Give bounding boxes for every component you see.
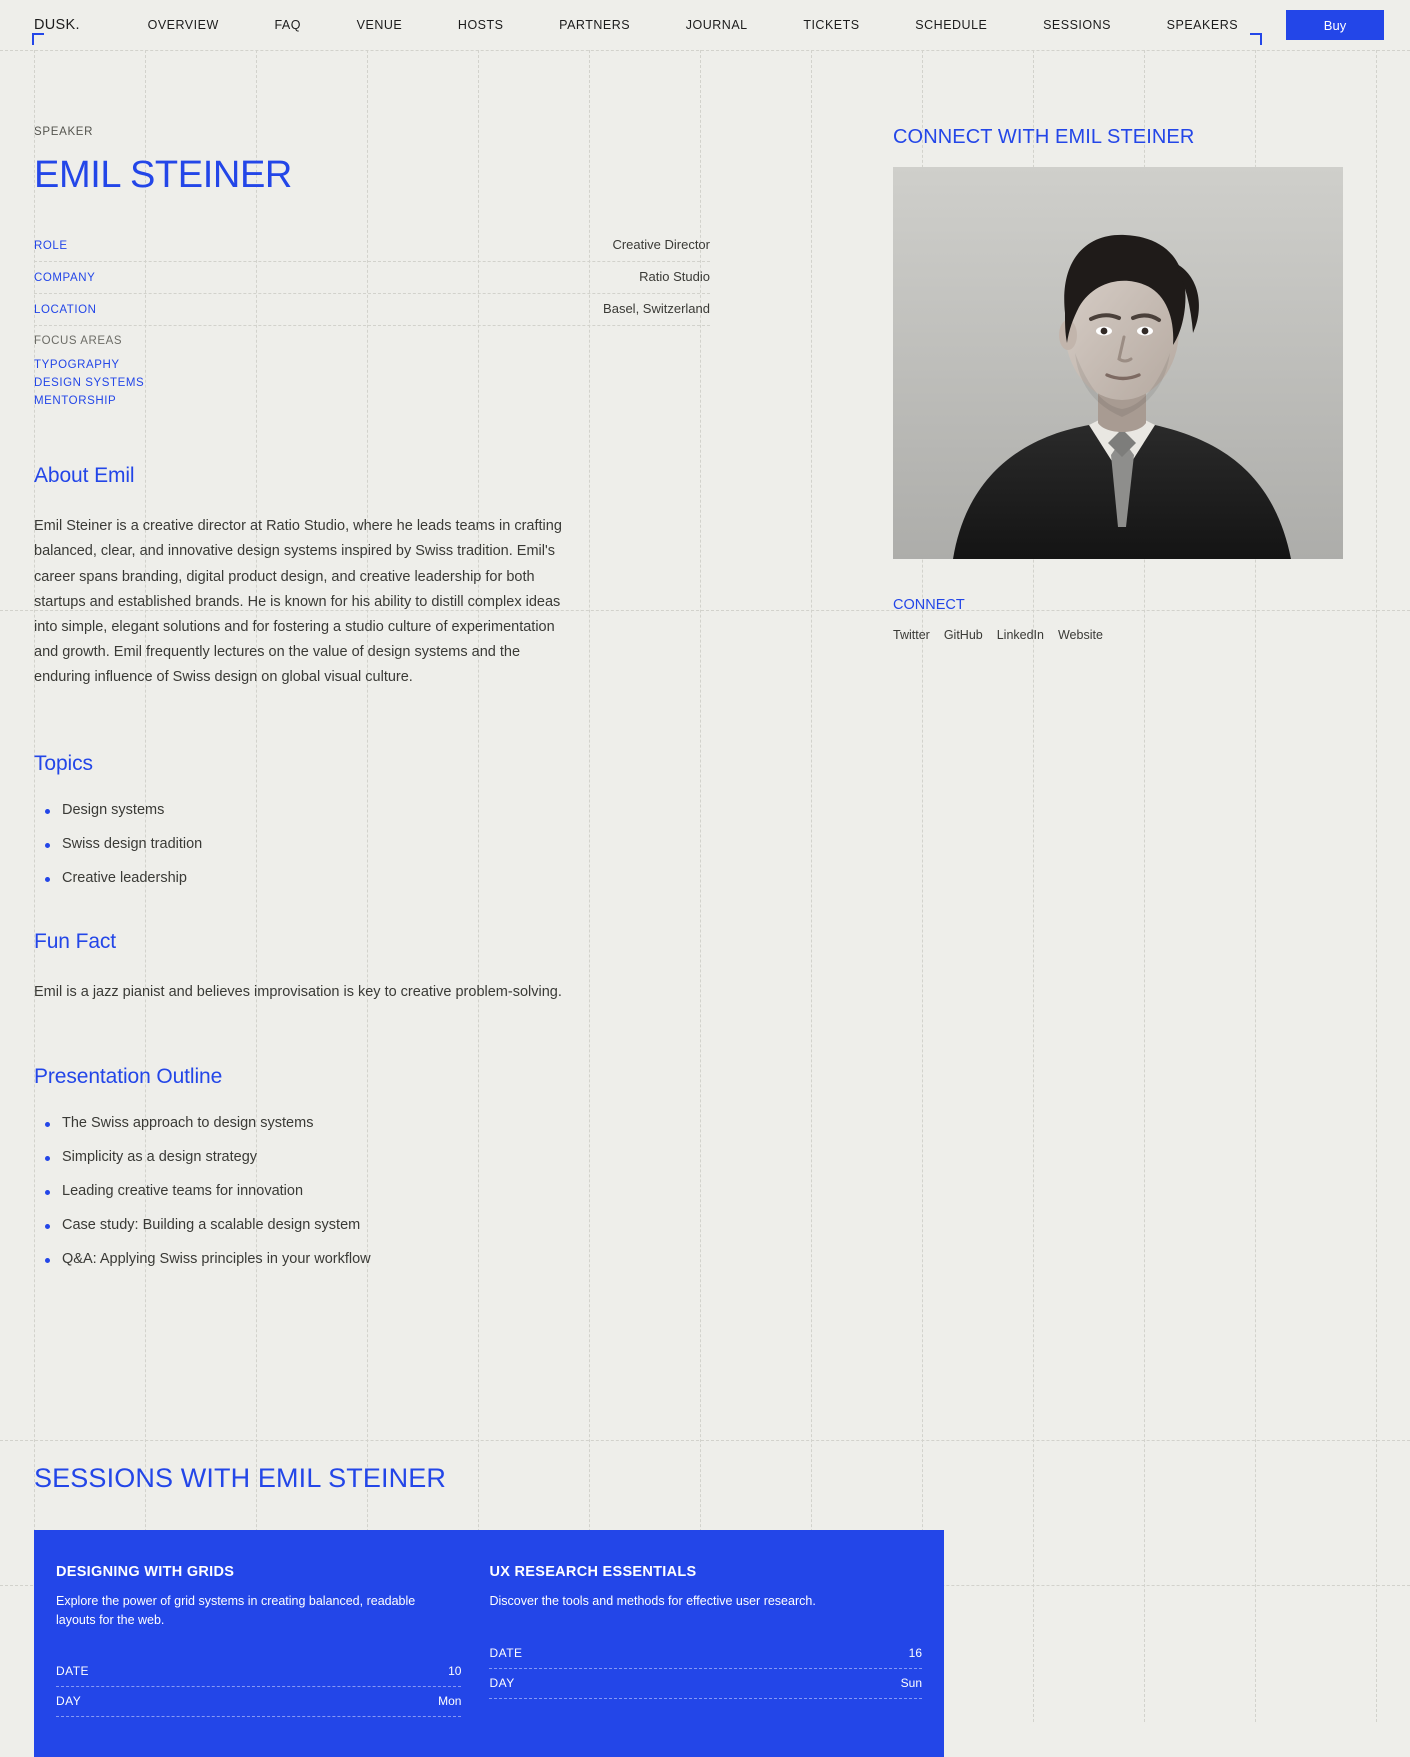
meta-label-location: LOCATION (34, 303, 97, 316)
meta-value-location: Basel, Switzerland (603, 300, 710, 316)
meta-row-location (34, 294, 710, 326)
focus-area-design-systems: DESIGN SYSTEMS (34, 377, 145, 390)
outline-list (34, 1115, 824, 1267)
session-title: UX RESEARCH ESSENTIALS (489, 1563, 697, 1580)
session-row-date (489, 1639, 922, 1669)
speaker-portrait (893, 167, 1343, 559)
session-row-day (56, 1687, 461, 1717)
fun-fact-text: Emil is a jazz pianist and believes improvisation is key to creative problem-solving. (34, 983, 562, 1000)
nav-item-sessions[interactable]: SESSIONS (1043, 18, 1111, 32)
connect-label: CONNECT (893, 597, 965, 613)
session-row-value: Sun (900, 1675, 922, 1690)
session-row-day (489, 1669, 922, 1699)
social-links (893, 628, 1343, 642)
list-item: Swiss design tradition (34, 836, 824, 852)
brand-logo[interactable]: DUSK. (34, 17, 80, 33)
session-row-key: DAY (56, 1694, 82, 1709)
nav-item-partners[interactable]: PARTNERS (559, 18, 631, 32)
nav-item-venue[interactable]: VENUE (356, 18, 403, 32)
list-item: Design systems (34, 802, 824, 818)
meta-label-role: ROLE (34, 239, 68, 252)
social-link-twitter[interactable]: Twitter (893, 628, 930, 642)
list-item: Leading creative teams for innovation (34, 1183, 824, 1199)
list-item: Case study: Building a scalable design system (34, 1217, 824, 1233)
session-row-value: 16 (908, 1645, 922, 1660)
crop-marker-top-left (32, 33, 44, 45)
nav-item-tickets[interactable]: TICKETS (803, 18, 860, 32)
meta-row-role (34, 230, 710, 262)
top-navigation (0, 0, 1410, 50)
topics-heading: Topics (34, 751, 93, 775)
sessions-band (34, 1530, 944, 1757)
meta-value-role: Creative Director (612, 236, 710, 252)
session-row-key: DATE (56, 1664, 90, 1679)
connect-column (893, 126, 1343, 1285)
topics-list (34, 802, 824, 886)
social-link-github[interactable]: GitHub (943, 628, 983, 642)
session-row-key: DAY (489, 1675, 515, 1690)
session-card-ux-research-essentials[interactable] (489, 1564, 922, 1718)
nav-item-speakers[interactable]: SPEAKERS (1166, 18, 1239, 32)
meta-label-company: COMPANY (34, 271, 96, 284)
buy-button[interactable]: Buy (1286, 10, 1384, 40)
nav-item-overview[interactable]: OVERVIEW (147, 18, 219, 32)
session-card-designing-with-grids[interactable] (56, 1564, 489, 1718)
focus-areas-label: FOCUS AREAS (34, 334, 123, 347)
social-link-linkedin[interactable]: LinkedIn (996, 628, 1044, 642)
page-content (0, 50, 1410, 1757)
speaker-column (34, 126, 824, 1285)
fun-fact-heading: Fun Fact (34, 929, 117, 953)
session-row-date (56, 1657, 461, 1687)
nav-item-hosts[interactable]: HOSTS (457, 18, 504, 32)
session-row-value: 10 (448, 1664, 462, 1679)
nav-item-faq[interactable]: FAQ (274, 18, 301, 32)
social-link-website[interactable]: Website (1057, 628, 1103, 642)
list-item: Simplicity as a design strategy (34, 1149, 824, 1165)
sessions-heading: SESSIONS WITH EMIL STEINER (34, 1462, 447, 1493)
session-description: Discover the tools and methods for effective user research. (489, 1593, 816, 1608)
nav-item-schedule[interactable]: SCHEDULE (915, 18, 988, 32)
session-description: Explore the power of grid systems in creating balanced, readable layouts for the web. (56, 1593, 416, 1627)
connect-heading: CONNECT WITH EMIL STEINER (893, 126, 1195, 148)
about-heading: About Emil (34, 464, 135, 488)
about-text: Emil Steiner is a creative director at Ratio Studio, where he leads teams in crafting balanced, clear, and innovative design systems inspired by Swiss tradition. Emil's career spans branding, digital product design, and creative leadership for both startups and established brands. He is known for his ability to distill complex ideas into simple, elegant solutions and for fostering a studio culture of experimentation and growth. Emil frequently lectures on the value of design systems and the enduring influence of Swiss design on global visual culture. (34, 518, 562, 685)
list-item: The Swiss approach to design systems (34, 1115, 824, 1131)
nav-links (90, 18, 1286, 32)
list-item: Q&A: Applying Swiss principles in your workflow (34, 1251, 824, 1267)
nav-item-journal[interactable]: JOURNAL (685, 18, 748, 32)
session-title: DESIGNING WITH GRIDS (56, 1563, 235, 1580)
page-title: EMIL STEINER (34, 154, 292, 196)
crop-marker-top-right (1250, 33, 1262, 45)
session-row-key: DATE (489, 1645, 523, 1660)
list-item: Creative leadership (34, 870, 824, 886)
session-row-value: Mon (438, 1694, 462, 1709)
meta-value-company: Ratio Studio (639, 268, 710, 284)
sessions-section (34, 1463, 1376, 1757)
page-eyebrow: SPEAKER (34, 126, 94, 138)
portrait-icon (893, 167, 1343, 559)
main-columns (34, 50, 1376, 1285)
meta-row-company (34, 262, 710, 294)
outline-heading: Presentation Outline (34, 1064, 223, 1088)
focus-area-mentorship: MENTORSHIP (34, 395, 117, 408)
focus-area-typography: TYPOGRAPHY (34, 358, 120, 371)
